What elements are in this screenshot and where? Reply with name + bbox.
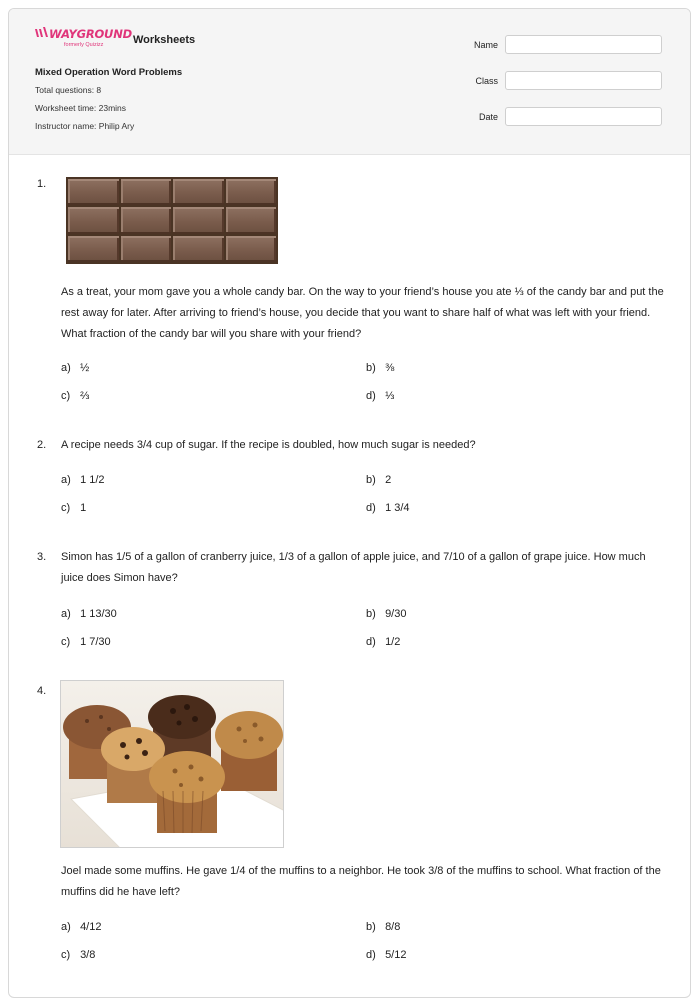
option-letter: d)	[366, 390, 376, 402]
option-text: 1 3/4	[385, 502, 410, 514]
question-text: Joel made some muffins. He gave 1/4 of the muffins to a neighbor. He took 3/8 of the muffins to school. What fraction of the muffins did he have left?	[61, 865, 661, 898]
answer-option	[366, 362, 394, 374]
answer-option	[61, 362, 89, 374]
worksheet-header	[9, 9, 690, 155]
option-text: 1	[80, 502, 87, 514]
option-text: 8/8	[385, 921, 401, 933]
name-label: Name	[473, 40, 498, 50]
option-letter: a)	[61, 474, 71, 486]
option-text: 2	[385, 474, 392, 486]
answer-option	[61, 921, 101, 933]
option-letter: a)	[61, 608, 71, 620]
total-questions: Total questions: 8	[35, 85, 102, 95]
option-text: ½	[80, 362, 90, 374]
class-field[interactable]	[505, 71, 662, 90]
option-letter: b)	[366, 362, 376, 374]
date-label: Date	[478, 112, 498, 122]
option-text: 1/2	[385, 636, 401, 648]
candy-bar-image	[66, 177, 278, 264]
answer-option	[61, 949, 95, 961]
option-text: ⅔	[80, 390, 90, 402]
question-number: 1.	[37, 178, 47, 190]
answer-option	[61, 636, 111, 648]
option-text: 3/8	[80, 949, 96, 961]
option-letter: d)	[366, 949, 376, 961]
option-text: ⅜	[385, 362, 395, 374]
option-letter: b)	[366, 608, 376, 620]
answer-option	[61, 608, 117, 620]
name-field[interactable]	[505, 35, 662, 54]
instructor-name: Instructor name: Philip Ary	[35, 121, 135, 131]
logo-subtext: formerly Quizizz	[64, 42, 104, 48]
option-letter: b)	[366, 921, 376, 933]
answer-option	[366, 474, 391, 486]
logo-text: WAYGROUND	[49, 27, 132, 41]
option-text: ⅓	[385, 390, 395, 402]
option-letter: a)	[61, 921, 71, 933]
worksheets-label: Worksheets	[133, 34, 196, 46]
option-text: 4/12	[80, 921, 102, 933]
option-letter: c)	[61, 636, 71, 648]
option-letter: c)	[61, 949, 71, 961]
answer-option	[61, 502, 86, 514]
question-number: 3.	[37, 551, 47, 563]
option-text: 9/30	[385, 608, 407, 620]
worksheet-page	[8, 8, 691, 998]
muffins-image	[60, 680, 284, 848]
answer-option	[366, 608, 406, 620]
date-field[interactable]	[505, 107, 662, 126]
answer-option	[61, 390, 89, 402]
answer-option	[366, 502, 410, 514]
class-label: Class	[475, 76, 498, 86]
option-text: 1 13/30	[80, 608, 117, 620]
answer-option	[366, 390, 394, 402]
question-number: 2.	[37, 439, 47, 451]
option-text: 5/12	[385, 949, 407, 961]
answer-option	[366, 921, 400, 933]
question-number: 4.	[37, 685, 47, 697]
logo-mark-icon	[34, 27, 48, 39]
question-text: Simon has 1/5 of a gallon of cranberry juice, 1/3 of a gallon of apple juice, and 7/10 of a gallon of grape juice. How much juice does Simon have?	[61, 551, 646, 584]
option-letter: a)	[61, 362, 71, 374]
option-letter: d)	[366, 502, 376, 514]
option-text: 1 1/2	[80, 474, 105, 486]
option-letter: b)	[366, 474, 376, 486]
worksheet-time: Worksheet time: 23mins	[35, 103, 127, 113]
question-text: A recipe needs 3/4 cup of sugar. If the recipe is doubled, how much sugar is needed?	[61, 439, 476, 451]
option-text: 1 7/30	[80, 636, 111, 648]
worksheet-title: Mixed Operation Word Problems	[35, 67, 183, 78]
option-letter: c)	[61, 502, 71, 514]
answer-option	[366, 949, 406, 961]
answer-option	[61, 474, 105, 486]
option-letter: d)	[366, 636, 376, 648]
question-text: As a treat, your mom gave you a whole candy bar. On the way to your friend’s house you ate ⅓ of the candy bar and put the rest away for later. After arriving to friend’s house, you decide that you want to share half of what was left with your friend. What fraction of the candy bar will you share with your friend?	[61, 286, 664, 340]
option-letter: c)	[61, 390, 71, 402]
answer-option	[366, 636, 400, 648]
